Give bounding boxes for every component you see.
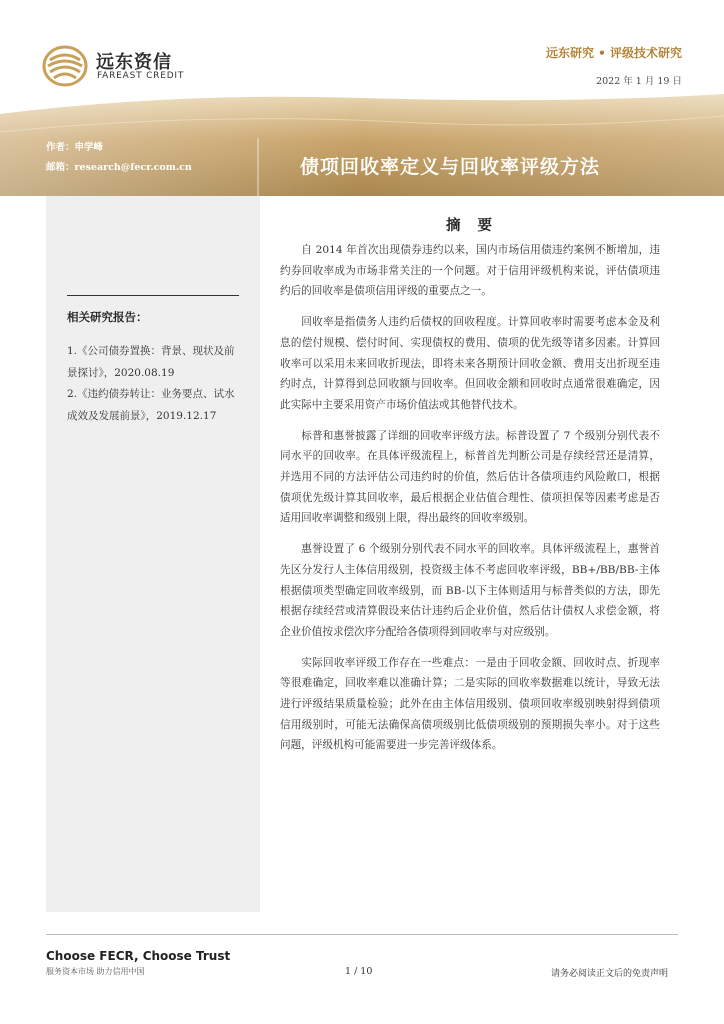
footer-slogan: Choose FECR, Choose Trust bbox=[46, 949, 231, 963]
abstract-heading: 摘 要 bbox=[446, 217, 499, 234]
footer-subslogan: 服务资本市场 助力信用中国 bbox=[46, 967, 145, 976]
author-email[interactable]: 邮箱：research@fecr.com.cn bbox=[46, 162, 192, 173]
abstract-paragraph: 标普和惠誉披露了详细的回收率评级方法。标普设置了 7 个级别分别代表不同水平的回收率。在具体评级流程上，标普首先判断公司是存续经营还是清算，并选用不同的方法评估公司违约时的价值，然后估计各债项违约风险敞口，根据债项优先级计算其回收率，最后根据企业估值合理性、债项担保等因素考虑是否适用回收率调整和级别上限，得出最终的回收率级别。 bbox=[280, 429, 660, 525]
footer-divider bbox=[46, 934, 678, 935]
abstract-paragraph: 回收率是指债务人违约后债权的回收程度。计算回收率时需要考虑本金及利息的偿付规模、偿付时间、实现债权的费用、债项的优先级等诸多因素。计算回收率可以采用未来回收折现法，即将未来各期预计回收金额、费用支出折现至违约时点，计算得到总回收额与回收率。但回收金额和回收时点通常很难确定，因此实际中主要采用资产市场价值法或其他替代技术。 bbox=[280, 316, 660, 411]
brand-name-en: FAREAST CREDIT bbox=[97, 71, 185, 81]
disclaimer-note: 请务必阅读正文后的免责声明 bbox=[550, 969, 668, 979]
report-date: 2022 年 1 月 19 日 bbox=[596, 76, 682, 87]
author-info bbox=[46, 138, 246, 178]
author-name: 作者：申学峰 bbox=[46, 142, 104, 153]
related-reports-list bbox=[67, 341, 239, 427]
sidebar-divider bbox=[67, 295, 239, 296]
document-title: 债项回收率定义与回收率评级方法 bbox=[300, 156, 601, 178]
fareast-logo-icon bbox=[42, 44, 88, 88]
related-reports-heading: 相关研究报告： bbox=[67, 310, 148, 324]
report-series: 远东研究 • 评级技术研究 bbox=[545, 46, 682, 60]
brand-name-cn: 远东资信 bbox=[96, 52, 172, 73]
page-number: 1 / 10 bbox=[345, 966, 373, 977]
company-logo bbox=[42, 44, 212, 88]
abstract-body bbox=[280, 240, 660, 766]
abstract-paragraph: 实际回收率评级工作存在一些难点：一是由于回收金额、回收时点、折现率等很难确定，回收率难以准确计算；二是实际的回收率数据难以统计，导致无法进行评级结果质量检验；此外在由主体信用级别、债项回收率级别映射得到债项信用级别时，可能无法确保高债项级别比低债项级别的预期损失率小。对于这些问题，评级机构可能需要进一步完善评级体系。 bbox=[280, 656, 660, 752]
abstract-paragraph: 惠誉设置了 6 个级别分别代表不同水平的回收率。具体评级流程上，惠誉首先区分发行人主体信用级别，投资级主体不考虑回收率评级，BB+/BB/BB-主体根据债项类型确定回收率级别，而 BB-以下主体则适用与标普类似的方法，即先根据存续经营或清算假设来估计违约后企业价值，然后估计债权人求偿金额，将企业价值按求偿次序分配给各债项得到回收率与对应级别。 bbox=[280, 543, 660, 638]
sidebar-panel bbox=[46, 196, 260, 912]
abstract-paragraph: 自 2014 年首次出现债券违约以来，国内市场信用债违约案例不断增加，违约券回收率成为市场非常关注的一个问题。对于信用评级机构来说，评估债项违约后的回收率是债项信用评级的重要点之一。 bbox=[280, 244, 660, 298]
related-report-item[interactable]: 1.《公司债券置换：背景、现状及前景探讨》，2020.08.19 bbox=[67, 345, 235, 379]
related-report-item[interactable]: 2.《违约债券转让：业务要点、试水成效及发展前景》，2019.12.17 bbox=[67, 388, 235, 422]
